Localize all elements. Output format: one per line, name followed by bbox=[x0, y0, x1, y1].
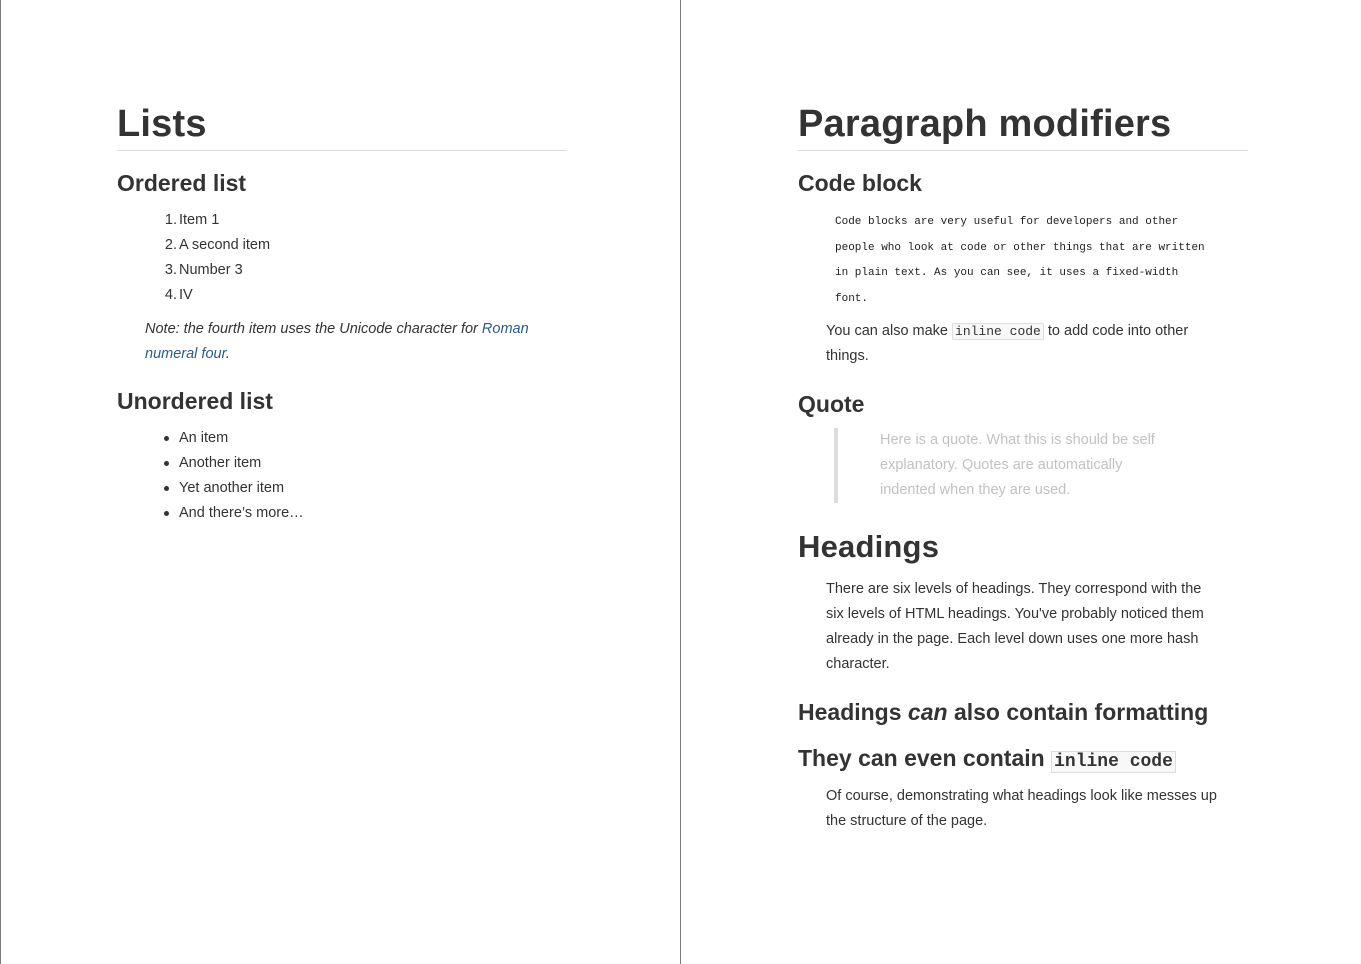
list-number: 4. bbox=[164, 287, 177, 303]
bullet-icon bbox=[164, 436, 169, 441]
list-item-text: Yet another item bbox=[179, 480, 285, 496]
headings-paragraph: There are six levels of headings. They correspond with the six levels of HTML headings. You've probably noticed them already in the page. Each level down uses one more hash character. bbox=[826, 581, 1204, 672]
list-item-text: A second item bbox=[179, 237, 271, 253]
formatting-heading-part: also contain formatting bbox=[947, 699, 1209, 725]
list-item-text: Item 1 bbox=[179, 212, 220, 228]
list-number: 3. bbox=[164, 262, 177, 278]
quote-heading: Quote bbox=[798, 391, 865, 417]
code-line: font. bbox=[835, 292, 869, 305]
paragraph-modifiers-title: Paragraph modifiers bbox=[798, 100, 1248, 151]
unordered-list bbox=[117, 426, 567, 526]
bullet-icon bbox=[164, 486, 169, 491]
code-line: Code blocks are very useful for developers and other bbox=[835, 216, 1179, 228]
list-item bbox=[164, 208, 567, 233]
list-item-text: And there’s more… bbox=[179, 505, 304, 521]
list-item bbox=[164, 233, 567, 258]
list-number: 1. bbox=[164, 212, 177, 228]
list-item-text: IV bbox=[179, 287, 193, 303]
right-page bbox=[798, 100, 1248, 834]
list-item bbox=[164, 283, 567, 308]
code-line: people who look at code or other things that are written bbox=[835, 241, 1205, 254]
left-page bbox=[117, 100, 567, 526]
inline-code-heading-text: They can even contain bbox=[798, 745, 1052, 771]
formatting-heading-part: Headings bbox=[798, 699, 908, 725]
page-edge bbox=[0, 0, 1, 964]
list-item bbox=[179, 451, 567, 476]
inline-code-prefix: You can also make bbox=[826, 323, 953, 339]
formatting-heading bbox=[798, 697, 1248, 727]
ordered-list bbox=[117, 208, 567, 308]
final-paragraph: Of course, demonstrating what headings look like messes up the structure of the page. bbox=[826, 788, 1217, 829]
unordered-list-heading: Unordered list bbox=[117, 388, 273, 414]
list-item-text: Another item bbox=[179, 455, 262, 471]
headings-title: Headings bbox=[798, 529, 940, 564]
list-item bbox=[179, 501, 567, 526]
list-note bbox=[117, 317, 537, 367]
heading-inline-code: inline code bbox=[1051, 751, 1176, 773]
list-number: 2. bbox=[164, 237, 177, 253]
inline-code-paragraph bbox=[798, 319, 1218, 369]
blockquote bbox=[834, 428, 1174, 503]
code-block bbox=[798, 210, 1248, 312]
list-item bbox=[179, 476, 567, 501]
page-divider bbox=[680, 0, 681, 964]
ordered-list-heading: Ordered list bbox=[117, 170, 247, 196]
code-line: in plain text. As you can see, it uses a fixed-width bbox=[835, 267, 1179, 279]
note-suffix: . bbox=[225, 346, 230, 362]
lists-title: Lists bbox=[117, 100, 567, 151]
list-item-text: An item bbox=[179, 430, 229, 446]
list-item bbox=[164, 258, 567, 283]
list-item-text: Number 3 bbox=[179, 262, 243, 278]
list-item bbox=[179, 426, 567, 451]
roman-numeral-link[interactable]: Roman numeral four bbox=[145, 321, 529, 362]
note-text: Note: the fourth item uses the Unicode character for bbox=[145, 321, 482, 337]
formatting-heading-emphasis: can bbox=[907, 699, 948, 725]
code-block-heading: Code block bbox=[798, 170, 922, 196]
bullet-icon bbox=[164, 511, 169, 516]
bullet-icon bbox=[164, 461, 169, 466]
inline-code-suffix: to add code into other things. bbox=[826, 323, 1189, 364]
inline-code: inline code bbox=[952, 323, 1044, 340]
quote-text: Here is a quote. What this is should be self explanatory. Quotes are automatically indented when they are used. bbox=[880, 432, 1155, 498]
inline-code-heading bbox=[798, 743, 1248, 777]
